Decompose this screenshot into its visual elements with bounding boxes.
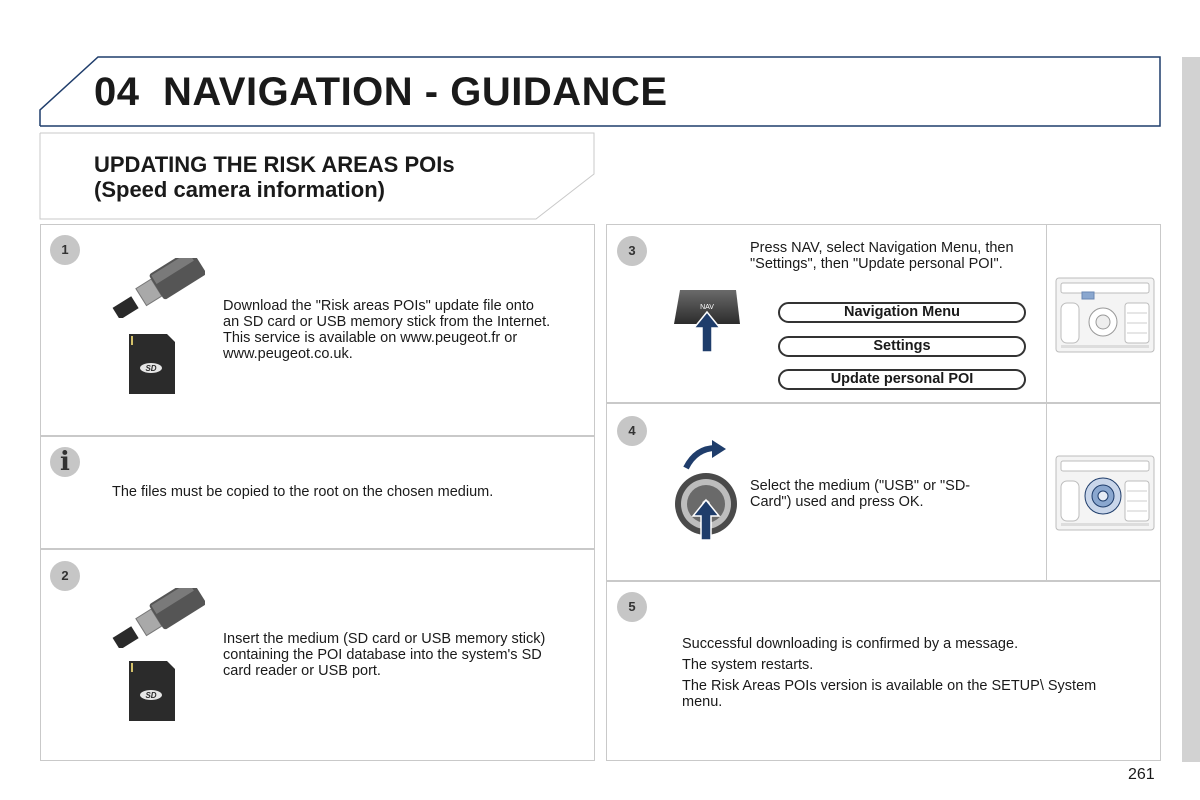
section-title-line1: UPDATING THE RISK AREAS POIs [94, 152, 455, 177]
info-text: The files must be copied to the root on the chosen medium. [112, 484, 494, 500]
sd-card-label: SD [145, 364, 157, 373]
step4-badge: 4 [617, 416, 647, 446]
chapter-number: 04 [94, 70, 140, 114]
menu-item-update-personal-poi[interactable]: Update personal POI [778, 369, 1026, 390]
usb-stick-icon [100, 588, 205, 648]
section-title [94, 152, 455, 202]
menu-item-settings[interactable]: Settings [778, 336, 1026, 357]
sd-card-label: SD [145, 691, 157, 700]
step2-badge: 2 [50, 561, 80, 591]
nav-key-label: NAV [700, 304, 714, 311]
section-title-line2: (Speed camera information) [94, 177, 385, 202]
step1-badge: 1 [50, 235, 80, 265]
step5-line3: The Risk Areas POIs version is available on the SETUP\ System menu. [682, 678, 1097, 710]
step1-text: Download the "Risk areas POIs" update file onto an SD card or USB memory stick from the Internet. This service is available on www.peugeot.fr or www.peugeot.co.uk. [223, 298, 551, 362]
sd-card-icon [127, 332, 177, 396]
step5-line2: The system restarts. [682, 657, 814, 673]
chapter-title: NAVIGATION - GUIDANCE [163, 70, 668, 114]
sd-card-icon [127, 659, 177, 723]
step3-badge: 3 [617, 236, 647, 266]
nav-key-icon [670, 284, 742, 356]
control-panel-thumbnail-nav [1055, 277, 1155, 353]
step5-badge: 5 [617, 592, 647, 622]
usb-stick-icon [100, 258, 205, 318]
step5-line1: Successful downloading is confirmed by a message. [682, 636, 1019, 652]
page-number: 261 [1128, 766, 1155, 783]
step2-text: Insert the medium (SD card or USB memory stick) containing the POI database into the system's SD card reader or USB port. [223, 631, 546, 679]
control-panel-thumbnail-knob [1055, 455, 1155, 531]
side-tab-bar [1182, 57, 1200, 762]
step3-text: Press NAV, select Navigation Menu, then "Settings", then "Update personal POI". [750, 240, 1014, 272]
step4-text: Select the medium ("USB" or "SD-Card") used and press OK. [750, 478, 971, 510]
menu-item-navigation-menu[interactable]: Navigation Menu [778, 302, 1026, 323]
rotary-knob-icon [668, 438, 748, 544]
step4-thumb-divider [1046, 403, 1047, 581]
step3-thumb-divider [1046, 224, 1047, 403]
info-icon: i [50, 447, 80, 477]
